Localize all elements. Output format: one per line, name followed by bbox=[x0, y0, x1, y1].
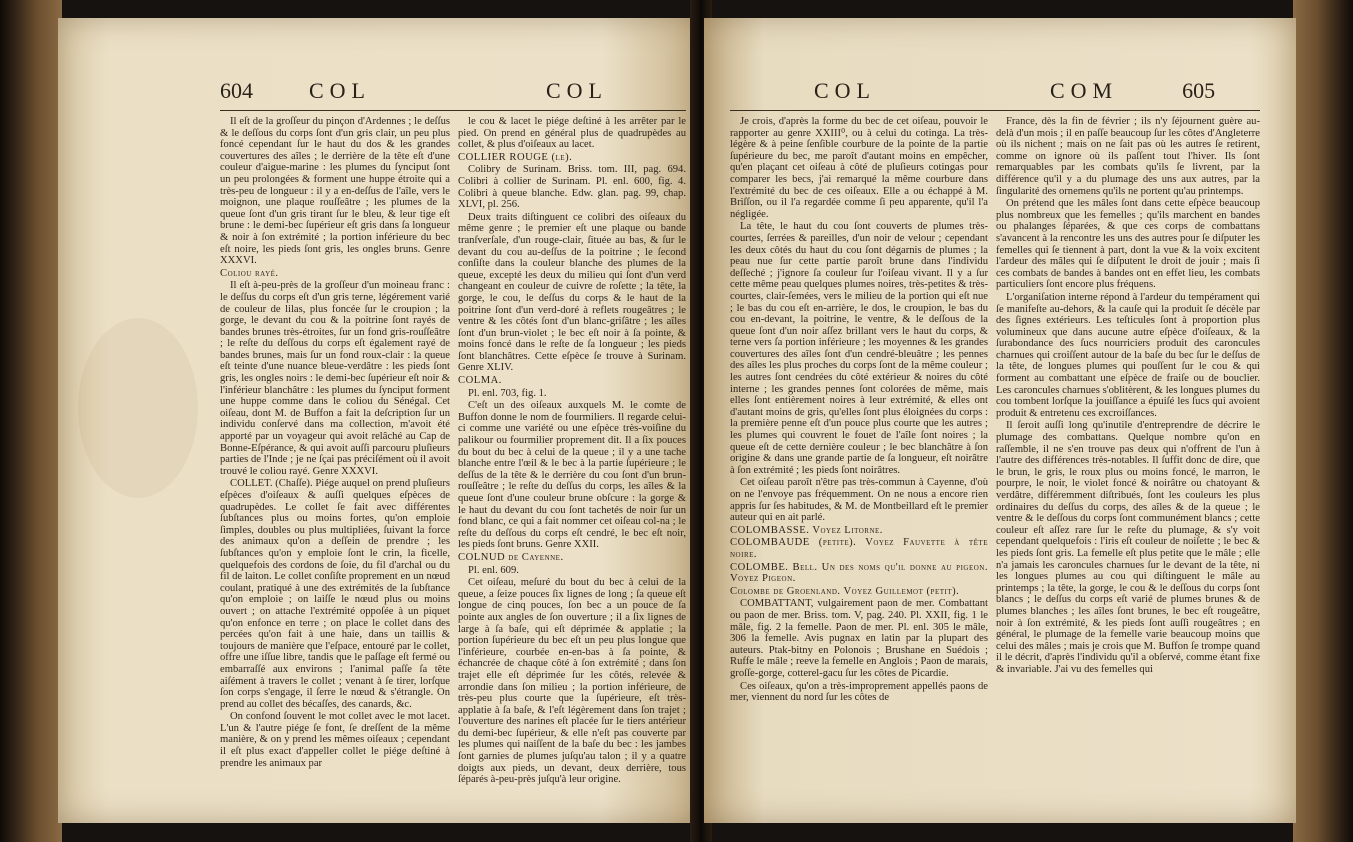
paragraph: Il ſeroit auſſi long qu'inutile d'entreprendre de décrire le plumage des combattans. Quelque nombre qu'on en raſſemble, il ne s'en trouve pas deux qui n'offrent de l'un à l'autre des différences très-notables. Il ſuffit donc de dire, que le brun, le gris, le roux plus ou moins foncé, le marron, le pourpre, le noir, le violet foncé & noirâtre ou chatoyant & verdâtre, différemment diſtribués, ſont les couleurs les plus ordinaires du deſſus du corps, des aîles & de la queue ; le ventre & le deſſous du corps ſont communément blancs ; cette couleur eſt aſſez rare ſur le reſte du plumage, & s'y voit cependant quelquefois : l'iris eſt couleur de noiſette ; le bec & les pieds ſont gris. La femelle eſt plus petite que le mâle ; elle n'a jamais les caroncules charnues ſur le devant de la tête, ni les longues plumes au cou qui diſtinguent le mâle au printemps ; la tête, la gorge, le cou & le deſſous du corps ſont blancs ; le deſſus du corps eſt varié de plumes brunes & de plumes blanches ; les aîles ſont brunes, le bec eſt rougeâtre, noir à ſon extrémité, & les pieds ſont auſſi rougeâtres ; en général, le plumage de la femelle varie beaucoup moins que celui des mâles ; mais je crois que M. Buffon ſe trompe quand il le décrit, d'après l'individu qu'il a obſervé, comme étant fixe & invariable. J'ai vu des femelles qui bbox=[996, 420, 1260, 675]
entry-heading: COLMA. bbox=[458, 375, 502, 387]
right-page-header-1 bbox=[814, 78, 876, 104]
paragraph: C'eſt un des oiſeaux auxquels M. le comte de Buffon donne le nom de fourmiliers. Il regarde celui-ci comme une variété ou une eſpèce très-voiſine du palikour ou fourmilier proprement dit. Il a ſix pouces du bout du bec à celui de la queue ; il y a une tache blanche entre l'œil & le bec à la partie ſupérieure ; le deſſus de la tête & le derrière du cou ſont d'un brun-rouſſeâtre ; le reſte du deſſus du corps, les aîles & la queue ſont d'une couleur brune obſcure : la gorge & le haut du devant du cou ſont tachetés de noir ſur un fond blanc, ce qui a fait nommer cet oiſeau col-na ; le reſte du deſſous du corps eſt cendré, le bec eſt noir, les pieds ſont bruns. Genre XXII. bbox=[458, 400, 686, 551]
header-word-left-1: COL bbox=[309, 78, 371, 103]
entry-heading: COLNUD de Cayenne. bbox=[458, 551, 564, 563]
paragraph: Pl. enl. 703, fig. 1. bbox=[468, 387, 547, 399]
paragraph: Il eſt de la groſſeur du pinçon d'Ardennes ; le deſſus & le deſſous du corps ſont d'un gris clair, un peu plus foncé cependant ſur le haut du dos & les grandes couvertures des aîles ; le derrière de la tête eſt d'une couleur d'aigue-marine : les plumes du ſynciput ſont un peu prolongées & forment une huppe étroite qui a très-peu de longueur : il y a en-deſſus de l'aîle, vers le moignon, une plaque rouſſeâtre ; les plumes de la queue ſont d'un gris tirant ſur le bleu, & leur tige eſt brune : le demi-bec ſupérieur eſt gris dans ſa longueur & noir à ſon extrémité ; la portion inférieure du bec eſt noire, les pieds ſont gris, les ongles bruns. Genre XXXVI. bbox=[220, 116, 450, 267]
right-page-column-2 bbox=[996, 116, 1260, 677]
paragraph: Cet oiſeau paroît n'être pas très-commun à Cayenne, d'où on ne l'envoye pas fréquemment. On ne nous a encore rien appris ſur ſes habitudes, & M. de Montbeillard eſt le premier auteur qui en ait parlé. bbox=[730, 477, 988, 524]
left-page-header bbox=[220, 78, 371, 104]
paragraph: le cou & lacet le piége deſtiné à les arrêter par le pied. On prend en général plus de quadrupèdes au collet, & plus d'oiſeaux au lacet. bbox=[458, 116, 686, 151]
right-page-header-2 bbox=[1050, 78, 1215, 104]
entry-heading: COLLIER ROUGE (le). bbox=[458, 151, 573, 163]
right-page bbox=[704, 18, 1296, 823]
paragraph: Cet oiſeau, meſuré du bout du bec à celui de la queue, a ſeize pouces ſix lignes de long ; ſa queue eſt longue de cinq pouces, ſon bec a un pouce de ſa pointe aux angles de ſon ouverture ; il a ſix lignes de large à ſa baſe, qui eſt déprimée & applatie ; la portion ſupérieure du bec eſt un peu plus longue que l'inférieure, courbée en-en-bas à ſa pointe, & échancrée de chaque côté à ſon extrémité ; dans ſon trajet elle eſt déprimée ſur les côtés, relevée & arrondie dans ſon milieu ; la portion inférieure, de très-peu plus courte que la ſupérieure, eſt très-applatie à ſa baſe, & l'eſt légèrement dans ſon trajet ; l'ouverture des narines eſt placée ſur le tiers antérieur du demi-bec ſupérieur, & elle n'eſt pas couverte par les plumes qui naiſſent de la baſe du bec : les jambes ſont garnies de plumes juſqu'au talon ; il y a quatre doigts aux pieds, un devant, deux derrière, tous ſéparés à-peu-près juſqu'à leur origine. bbox=[458, 577, 686, 786]
paragraph: On confond ſouvent le mot collet avec le mot lacet. L'un & l'autre piége ſe font, ſe dreſſent de la même manière, & on y prend les mêmes oiſeaux ; cependant il eſt plus exact d'appeller collet le piége deſtiné à prendre les animaux par bbox=[220, 711, 450, 769]
left-page bbox=[58, 18, 698, 823]
entry-heading: Colombe de Groenland. Voyez Guillemot (petit). bbox=[730, 585, 960, 597]
paragraph: La tête, le haut du cou ſont couverts de plumes très-courtes, ſerrées & pareilles, d'un noir de velour ; cependant les deux côtés du haut du cou ſont dégarnis de plumes ; la peau nue ſur cette partie paroît brune dans l'individu deſſeché ; j'ignore ſa couleur ſur l'oiſeau vivant. Il y a ſur cette même peau quelques plumes noires, très-petites & très-courtes, clair-ſemées, vers le milieu de la portion qui eſt nue ; le bas du cou eſt en-arrière, le dos, le croupion, le bas du cou en-devant, la poitrine, le ventre, & le deſſous de la queue ſont d'un noir aſſez brillant vers le haut du corps, & terne vers ſa portion inférieure ; les moyennes & les grandes couvertures des aîles ſont d'un cendré-bleuâtre ; les pennes des aîles les plus proches du corps ſont de la même couleur ; les autres ſont cendrées du côté extérieur & noires du côté interne ; les grandes pennes ſont colorées de même, mais elles ſont entièrement noires à leur extrémité, & elles ont d'autant moins de gris, qu'elles ſont plus éloignées du corps : la première penne eſt d'un pouce plus courte que les autres ; les plumes qui couvrent le fouet de l'aîle ſont noires ; la queue eſt de cette dernière couleur ; le bec blanchâtre à ſon origine & dans une grande partie de ſa longueur, eſt noirâtre à ſon extrémité ; les pieds ſont noirâtres. bbox=[730, 221, 988, 476]
book-edge-right bbox=[1293, 0, 1353, 842]
left-page-column-2 bbox=[458, 116, 686, 787]
page-number-left: 604 bbox=[220, 78, 253, 103]
book-edge-left bbox=[0, 0, 62, 842]
right-page-column-1 bbox=[730, 116, 988, 705]
entry-heading: COLOMBE. Bell. Un des noms qu'il donne au pigeon. Voyez Pigeon. bbox=[730, 561, 988, 585]
paper-stain bbox=[78, 318, 198, 498]
paragraph: On prétend que les mâles ſont dans cette eſpèce beaucoup plus nombreux que les femelles ; qu'ils marchent en bandes ou phalanges ſéparées, & que ces corps de combattans s'avancent à la rencontre les uns des autres pour ſe diſputer les femelles qui ſe tiennent à part, dont la vue & la voix excitent l'ardeur des mâles qui ſe diſputent le droit de jouir ; mais ſi ces combats de bandes à bandes ont en effet lieu, les combats particuliers ſont encore plus fréquens. bbox=[996, 198, 1260, 291]
entry-heading: COLOMBAUDE (petite). Voyez Fauvette à tête noire. bbox=[730, 537, 988, 560]
paragraph: Il eſt à-peu-près de la groſſeur d'un moineau franc : le deſſus du corps eſt d'un gris terne, légérement varié de couleur de lilas, plus foncée ſur le croupion ; la gorge, le devant du cou & la poitrine ſont rayés de bandes brunes très-étroites, ſur un fond gris-rouſſeâtre ; le reſte du deſſous du corps eſt également rayé de bandes brunes, mais ſur un fond roux-clair : la queue eſt teinte d'une nuance bleue-verdâtre : les pieds ſont gris, les ongles noirs : le demi-bec ſupérieur eſt noir & l'inférieur blanchâtre : les plumes du ſynciput forment une huppe comme dans le coliou du Sénégal. Cet oiſeau, dont M. de Buffon a fait la deſcription ſur un individu conſervé dans ma collection, m'avoit été apporté par un voyageur qui avoit relâché au Cap de Bonne-Eſpérance, & qui avoit auſſi parcouru pluſieurs parties de l'Inde ; je ne ſçai pas préciſément où il avoit trouvé le coliou rayé. Genre XXXVI. bbox=[220, 280, 450, 477]
paragraph: Ces oiſeaux, qu'on a très-improprement appellés paons de mer, viennent du nord ſur les côtes de bbox=[730, 680, 988, 704]
entry-heading: COLOMBASSE. Voyez Litorne. bbox=[730, 524, 883, 536]
paragraph: L'organiſation interne répond à l'ardeur du tempérament qui ſe manifeſte au-dehors, & la cauſe qui la produit ſe décèle par des ſignes extérieurs. Les teſticules ſont à proportion plus volumineux que dans aucune autre eſpèce d'oiſeaux, & la ſurabondance des ſucs nourriciers produit des caroncules charnues qui croiſſent autour de la baſe du bec ſur le deſſus de la tête, de longues plumes qui pouſſent ſur le cou & qui forment au combattant une eſpèce de fraiſe ou de bouclier. Les caroncules charnues s'oblitèrent, & les longues plumes du cou tombent lorſque la jouiſſance a épuiſé les ſucs qui avoient produit & entretenu ces excroiſſances. bbox=[996, 291, 1260, 419]
left-page-header-2 bbox=[546, 78, 608, 104]
paragraph: France, dès la fin de février ; ils n'y ſéjournent guère au-delà d'un mois ; il en paſſe beaucoup ſur les côtes d'Angleterre où ils nichent ; mais on ne ſait pas où les autres ſe retirent, comme on ignore où ils paſſent tout l'hiver. Ils ſont remarquables par les combats qu'ils ſe livrent, par la différence qu'il y a du plumage des uns aux autres, par la ſingularité des ornemens qu'ils ne portent qu'au printemps. bbox=[996, 116, 1260, 197]
paragraph: Je crois, d'après la forme du bec de cet oiſeau, pouvoir le rapporter au genre XXIII⁰, ou à celui du cotinga. La très-légère & à peine ſenſible courbure de la pointe de la partie ſupérieure du bec, me paroît d'autant moins en empêcher, qu'en plaçant cet oiſeau à côté de pluſieurs cotingas pour comparer les becs, j'ai remarqué la même courbure dans l'extrémité du bec de ces oiſeaux. Elle a ou échappé à M. Briſſon, ou il l'a regardée comme ſi peu apparente, qu'il l'a négligée. bbox=[730, 116, 988, 220]
header-word-left-2: COL bbox=[546, 78, 608, 103]
left-page-column-1 bbox=[220, 116, 450, 770]
paragraph: Colibry de Surinam. Briss. tom. III, pag. 694. Colibri à collier de Surinam. Pl. enl. 600, fig. 4. Colibri à queue blanche. Edw. glan. pag. 99, chap. XLVI, pl. 256. bbox=[458, 164, 686, 211]
header-word-right-2: COM bbox=[1050, 78, 1119, 103]
header-word-right-1: COL bbox=[814, 78, 876, 103]
entry-heading: Coliou rayé. bbox=[220, 267, 279, 279]
page-number-right: 605 bbox=[1182, 78, 1216, 103]
paragraph: Deux traits diſtinguent ce colibri des oiſeaux du même genre ; le premier eſt une plaque ou bande tranſverſale, d'un rouge-clair, ſituée au bas, & ſur le devant du cou au-deſſus de la poitrine ; le ſecond conſiſte dans la couleur blanche des plumes de la queue, excepté les deux du milieu qui ſont d'un verd changeant en couleur de cuivre de roſette ; la tête, la gorge, le cou, le deſſus du corps & le haut de la poitrine ſont d'un verd-doré à reflets rougeâtres ; le ventre & les côtés ſont d'un blanc-griſâtre ; les aîles ſont d'un brun-violet ; le bec eſt noir à ſa pointe, & moins foncé dans le reſte de ſa longueur ; les pieds ſont blanchâtres. Cette eſpèce ſe trouve à Surinam. Genre XLIV. bbox=[458, 211, 686, 374]
paragraph: COLLET. (Chaſſe). Piége auquel on prend pluſieurs eſpèces d'oiſeaux & auſſi quelques eſpèces de quadrupèdes. Le collet ſe fait avec différentes ſubſtances plus ou moins fortes, qu'on emploie ſimples, doubles ou plus multipliées, ſuivant la force des animaux qu'on a deſſein de prendre ; les ſubſtances qu'on y emploie ſont le crin, la ficelle, quelquefois des cordons de ſoie, du fil d'archal ou du fil de laiton. Le collet conſiſte proprement en un nœud coulant, pratiqué à une des extrémités de la ſubſtance qu'on emploie ; on laiſſe le nœud plus ou moins ouvert ; on attache l'extrémité oppoſée à un piquet qu'on enfonce en terre ; on place le collet dans des percées qu'on fait à une haie, dans un taillis & toujours de manière que l'eſpace, entouré par le collet, offre une iſſue libre, tandis que le paſſage eſt fermé ou embarraſſé aux environs ; l'animal paſſe ſa tête aiſément à travers le collet ; venant à ſe tirer, lorſque ſon corps s'engage, il ſerre le nœud & s'étrangle. On prend au collet des bécaſſes, des canards, &c. bbox=[220, 478, 450, 710]
header-rule-right bbox=[730, 110, 1260, 111]
paragraph: COMBATTANT, vulgairement paon de mer. Combattant ou paon de mer. Briss. tom. V, pag. 240. Pl. XXII, fig. 1 le mâle, fig. 2 la femelle. Paon de mer. Pl. enl. 305 le mâle, 306 la femelle. Avis pugnax en latin par la plupart des auteurs. Ptak-bitny en Polonois ; Brushane en Suédois ; Ruffe le mâle ; reeve la femelle en Anglois ; Paon de marais, groſſe-gorge, cotterel-gacu ſur les côtes de Picardie. bbox=[730, 598, 988, 679]
paragraph: Pl. enl. 609. bbox=[468, 564, 519, 576]
header-rule-left bbox=[220, 110, 686, 111]
